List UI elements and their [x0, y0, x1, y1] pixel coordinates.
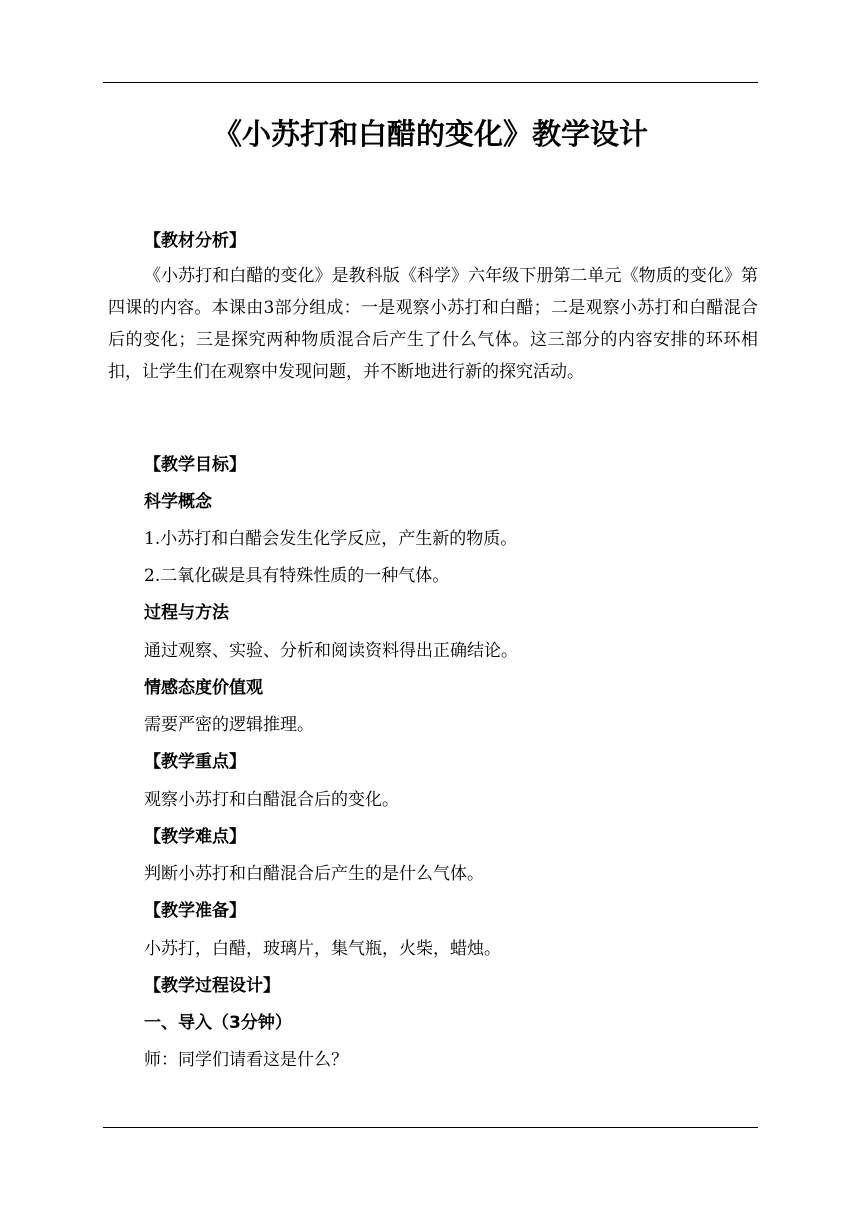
intro-step-heading: 一、导入（3分钟）: [144, 1013, 292, 1033]
intro-step-text: 师：同学们请看这是什么？: [144, 1050, 348, 1070]
difficulty-text: 判断小苏打和白醋混合后产生的是什么气体。: [144, 864, 484, 884]
preparation-heading: 【教学准备】: [144, 901, 246, 921]
header-rule: [103, 82, 758, 83]
attitude-heading: 情感态度价值观: [144, 678, 263, 698]
objectives-heading: 【教学目标】: [144, 455, 246, 475]
concept-item-1: 1.小苏打和白醋会发生化学反应，产生新的物质。: [144, 529, 518, 549]
document-title: 《小苏打和白醋的变化》教学设计: [212, 117, 648, 151]
process-method-heading: 过程与方法: [144, 603, 229, 623]
footer-rule: [103, 1127, 758, 1128]
process-design-heading: 【教学过程设计】: [144, 976, 280, 996]
concept-item-2: 2.二氧化碳是具有特殊性质的一种气体。: [144, 566, 450, 586]
key-point-heading: 【教学重点】: [144, 752, 246, 772]
material-analysis-paragraph: 《小苏打和白醋的变化》是教科版《科学》六年级下册第二单元《物质的变化》第四课的内容。本课由3部分组成：一是观察小苏打和白醋；二是观察小苏打和白醋混合后的变化；三是探究两种物质混合后产生了什么气体。这三部分的内容安排的环环相扣，让学生们在观察中发现问题，并不断地进行新的探究活动。: [108, 266, 758, 382]
key-point-text: 观察小苏打和白醋混合后的变化。: [144, 790, 399, 810]
preparation-text: 小苏打，白醋，玻璃片，集气瓶，火柴，蜡烛。: [144, 939, 501, 959]
material-analysis-heading: 【教材分析】: [144, 231, 246, 251]
process-method-text: 通过观察、实验、分析和阅读资料得出正确结论。: [144, 641, 518, 661]
attitude-text: 需要严密的逻辑推理。: [144, 715, 314, 735]
science-concept-heading: 科学概念: [144, 492, 212, 512]
difficulty-heading: 【教学难点】: [144, 827, 246, 847]
